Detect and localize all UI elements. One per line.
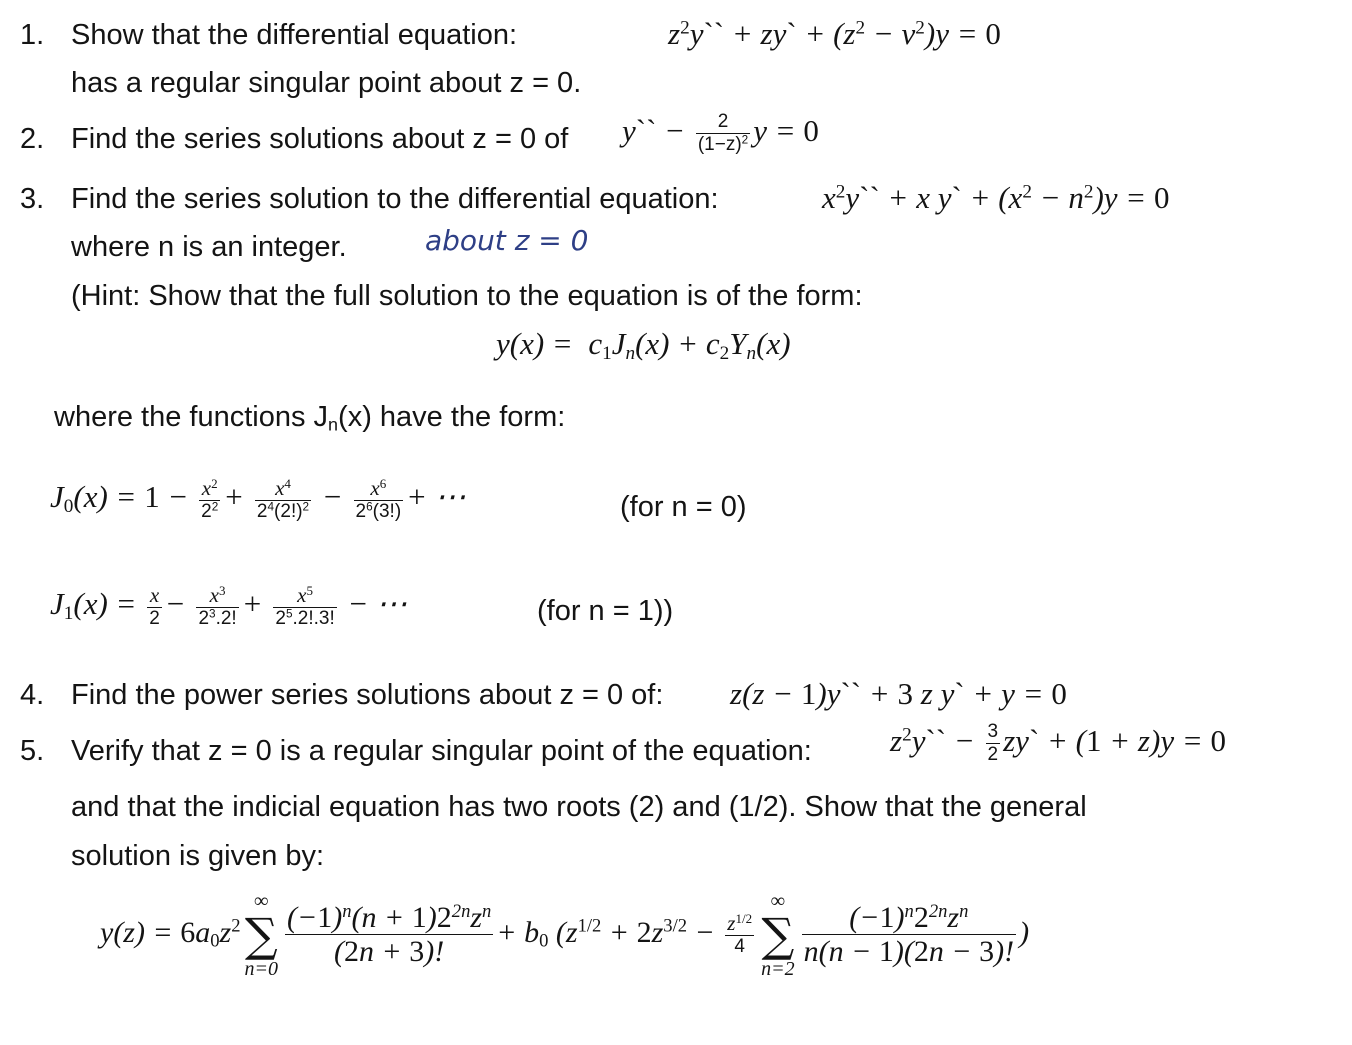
problem-1-number: 1. <box>20 19 45 51</box>
problem-1-equation: $z^2y``$ + zy` + $(z^2 - v^2)y = 0$ <box>668 16 1001 51</box>
for-n0-label: (for n = 0) <box>620 491 747 523</box>
problem-4-text: Find the power series solutions about z = 0 of: <box>71 679 664 711</box>
problem-3-equation: $x^2y`` + x$ y` + $(x^2 - n^2)y = 0$ <box>822 180 1170 215</box>
j0-series-equation: $J_0(x) = 1$ − $\frac{x^2}{2^2}$ + $\frac{x^4}{2^4(2!)^2}$ − $\frac{x^6}{2^6(3!)}$ + ⋯ <box>50 475 466 523</box>
problem-4-number: 4. <box>20 679 45 711</box>
general-solution-equation: $y(x) = c_1J_n(x) + c_2Y_n(x)$ <box>496 326 791 364</box>
functions-intro <box>54 400 565 434</box>
problem-4-equation: z(z − 1)y`` + 3 z y` + y = 0 <box>730 676 1067 711</box>
problem-5-equation: $z^2y``$ − $\frac{3}{2}$ zy` + (1 + z)y = 0 <box>890 721 1226 765</box>
problem-3-hint: (Hint: Show that the full solution to the equation is of the form: <box>71 280 863 312</box>
problem-2-equation: y`` − $\frac{2}{(1-z)^2}$ y = 0 <box>622 111 819 155</box>
problem-3-text: Find the series solution to the differential equation: <box>71 183 719 215</box>
problem-1-text: Show that the differential equation: <box>71 19 518 51</box>
j1-series-equation: $J_1(x)$ = $\frac{x}{2}$ − $\frac{x^3}{2^3.2!}$ + $\frac{x^5}{2^5.2!.3!}$ − ⋯ <box>50 582 408 630</box>
problem-5-solution-equation: $y(z) = 6a_0z^2$ ∞ ∑ n=0 $\frac{(-1)^n(n + 1)2^{2n}z^n}{(2n + 3)!}$ + $b_0$ ($z^{1/2} + 2z^{3/2}$ − $\frac{z^{1/2}}{4}$ ∞ ∑ n=2 $\frac{(-1)^n2^{2n}z^n}{n(n - 1)(2n - 3)!}$ ) <box>100 890 1030 980</box>
problem-5-line3: solution is given by: <box>71 840 325 872</box>
problem-5-text: Verify that z = 0 is a regular singular point of the equation: <box>71 735 812 767</box>
problem-5-line2: and that the indicial equation has two roots (2) and (1/2). Show that the general <box>71 791 1087 823</box>
problem-2-number: 2. <box>20 123 45 155</box>
problem-3-number: 3. <box>20 183 45 215</box>
problem-3-line2: where n is an integer. <box>71 231 347 263</box>
functions-intro-head: where the functions J <box>54 401 329 433</box>
problem-1-line2: has a regular singular point about z = 0. <box>71 67 582 99</box>
problem-2-text: Find the series solutions about z = 0 of <box>71 123 569 155</box>
functions-intro-sub: n <box>328 414 339 435</box>
problem-5-number: 5. <box>20 735 45 767</box>
functions-intro-tail: (x) have the form: <box>338 401 566 433</box>
for-n1-label: (for n = 1)) <box>537 595 674 627</box>
handwritten-note: about z = 0 <box>425 224 589 257</box>
